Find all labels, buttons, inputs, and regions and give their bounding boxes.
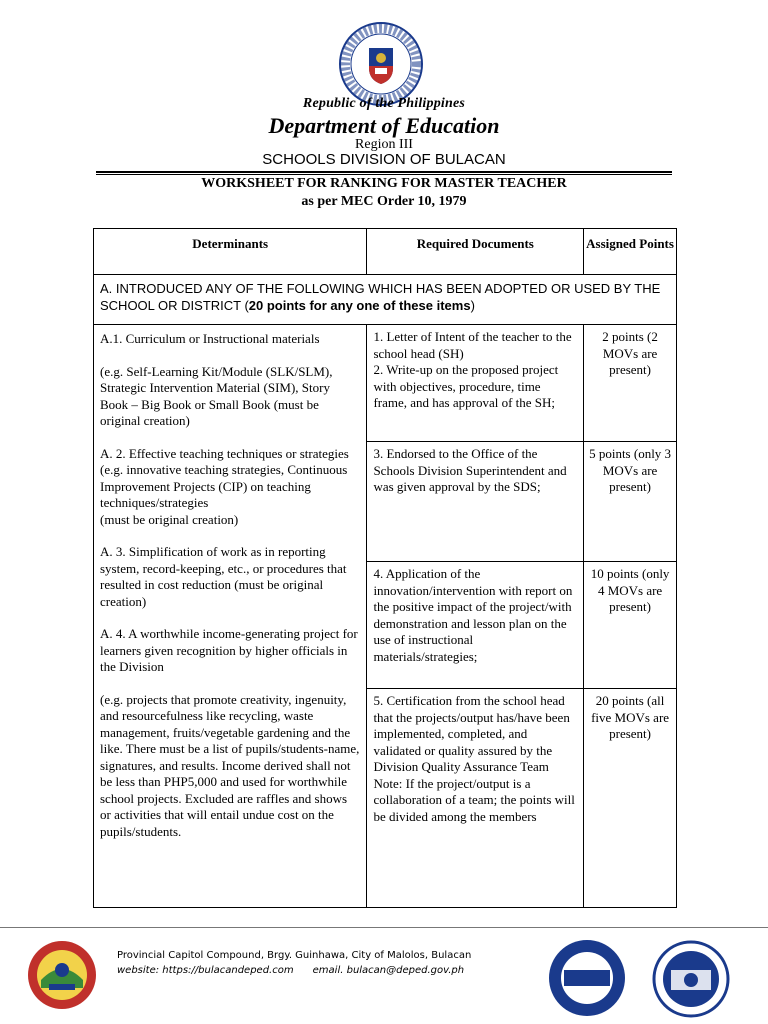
header-rule-thin: [96, 174, 672, 175]
header-determinants: Determinants: [94, 229, 367, 275]
determinant-a4-examples: (e.g. projects that promote creativity, ingenuity, and resourcefulness like recycling, waste management, fruits/vegetable gardening and the like. There must be a list of pupils/students-name, signatures, and results. Income derived shall not be less than PHP5,000 and used for worthwhile school projects. Excluded are raffles and shows or activities that will entail undue cost on the pupils/students.: [100, 691, 360, 839]
points-10: 10 points (only 4 MOVs are present): [584, 562, 677, 689]
determinant-a2-examples: (e.g. innovative teaching strategies, Continuous Improvement Projects (CIP) on teaching techniques/strategies: [100, 462, 348, 510]
deped-seal-logo: [339, 22, 423, 106]
footer-address: Provincial Capitol Compound, Brgy. Guinhawa, City of Malolos, Bulacan: [117, 950, 472, 961]
determinant-a4: A. 4. A worthwhile income-generating project for learners given recognition by higher officials in the Division: [100, 626, 358, 674]
required-doc-3: 3. Endorsed to the Office of the Schools Division Superintendent and was given approval by the SDS;: [367, 442, 584, 562]
points-20: 20 points (all five MOVs are present): [584, 689, 677, 908]
points-2: 2 points (2 MOVs are present): [584, 325, 677, 442]
required-doc-4: 4. Application of the innovation/intervention with report on the positive impact of the project/with demonstration and lesson plan on the use of instructional materials/strategies;: [367, 562, 584, 689]
determinant-a1-examples: (e.g. Self-Learning Kit/Module (SLK/SLM), Strategic Intervention Material (SIM), Story Book – Big Book or Small Book (must be original creation): [100, 363, 333, 428]
determinants-cell: [94, 325, 367, 908]
worksheet-title: WORKSHEET FOR RANKING FOR MASTER TEACHER: [201, 176, 567, 191]
footer-rule: [0, 927, 768, 928]
worksheet-subtitle: as per MEC Order 10, 1979: [301, 194, 467, 209]
department-heading: Department of Education: [268, 113, 500, 138]
determinant-a2-note: (must be original creation): [100, 511, 239, 527]
required-doc-2: 2. Write-up on the proposed project with objectives, procedure, time frame, and has approval of the SH;: [373, 362, 559, 410]
quality-management-logo: [646, 940, 736, 1018]
determinant-a3: A. 3. Simplification of work as in reporting system, record-keeping, etc., or procedures that resulted in cost reduction (must be original creation): [100, 544, 347, 609]
section-a-close: ): [470, 297, 475, 313]
footer-email: email. bulacan@deped.gov.ph: [312, 965, 465, 976]
republic-heading: Republic of the Philippines: [302, 96, 466, 111]
header-required-documents: Required Documents: [367, 229, 584, 275]
iqnet-certified-logo: [542, 938, 632, 1018]
required-docs-1-2: [367, 325, 584, 442]
determinant-a2: A. 2. Effective teaching techniques or strategies: [100, 445, 349, 461]
ranking-table: [93, 228, 677, 908]
header-assigned-points: Assigned Points: [584, 229, 677, 275]
required-doc-5-note: Note: If the project/output is a collaboration of a team; the points will be divided among the members: [373, 775, 575, 824]
header-rule: [96, 171, 672, 173]
required-doc-1: 1. Letter of Intent of the teacher to the school head (SH): [373, 329, 572, 361]
schools-division-seal-logo: [27, 940, 97, 1010]
footer-contact: [117, 965, 464, 976]
section-a-points: 20 points for any one of these items: [248, 297, 471, 313]
determinant-a1: A.1. Curriculum or Instructional materials: [100, 331, 320, 346]
section-a-row: [94, 275, 677, 325]
section-a-text: A. INTRODUCED ANY OF THE FOLLOWING WHICH HAS BEEN ADOPTED OR USED BY THE SCHOOL OR DISTRICT (: [100, 281, 661, 313]
required-doc-5-cell: [367, 689, 584, 908]
points-5: 5 points (only 3 MOVs are present): [584, 442, 677, 562]
footer-website: website: https://bulacandeped.com: [117, 965, 294, 976]
required-doc-5: 5. Certification from the school head that the projects/output has/have been implemented, completed, and validated or quality assured by the Division Quality Assurance Team: [373, 693, 570, 774]
region-label: Region III: [355, 137, 413, 152]
division-label: SCHOOLS DIVISION OF BULACAN: [262, 151, 506, 168]
